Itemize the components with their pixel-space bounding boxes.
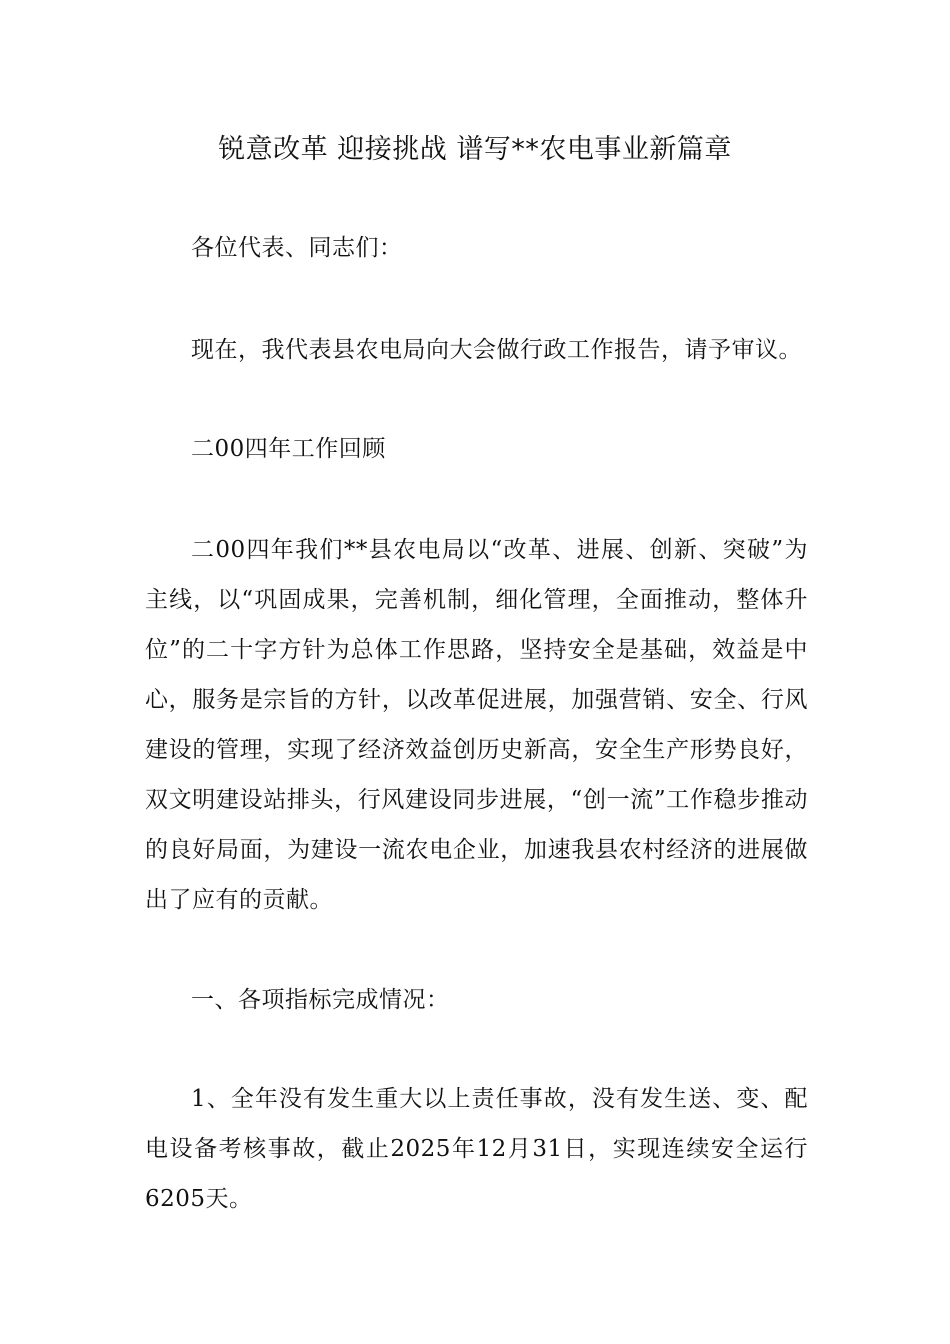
greeting-paragraph: 各位代表、同志们： — [191, 235, 403, 261]
review-heading: 二00四年工作回顾 — [191, 436, 386, 462]
section1-heading: 一、各项指标完成情况： — [191, 987, 450, 1013]
review-body-paragraph: 二00四年我们**县农电局以“改革、进展、创新、突破”为主线，以“巩固成果，完善机制，细化管理，全面推动，整体升位”的二十字方针为总体工作思路，坚持安全是基础，效益是中心，服务是宗旨的方针，以改革促进展，加强营销、安全、行风建设的管理，实现了经济效益创历史新高，安全生产形势良好，双文明建设站排头，行风建设同步进展，“创一流”工作稳步推动的良好局面，为建设一流农电企业，加速我县农村经济的进展做出了应有的贡献。 — [145, 537, 808, 913]
item1-paragraph: 1、全年没有发生重大以上责任事故，没有发生送、变、配电设备考核事故，截止2025年12月31日，实现连续安全运行6205天。 — [145, 1086, 808, 1212]
intro-paragraph: 现在，我代表县农电局向大会做行政工作报告，请予审议。 — [191, 337, 802, 363]
document-title: 锐意改革 迎接挑战 谱写**农电事业新篇章 — [218, 134, 732, 165]
